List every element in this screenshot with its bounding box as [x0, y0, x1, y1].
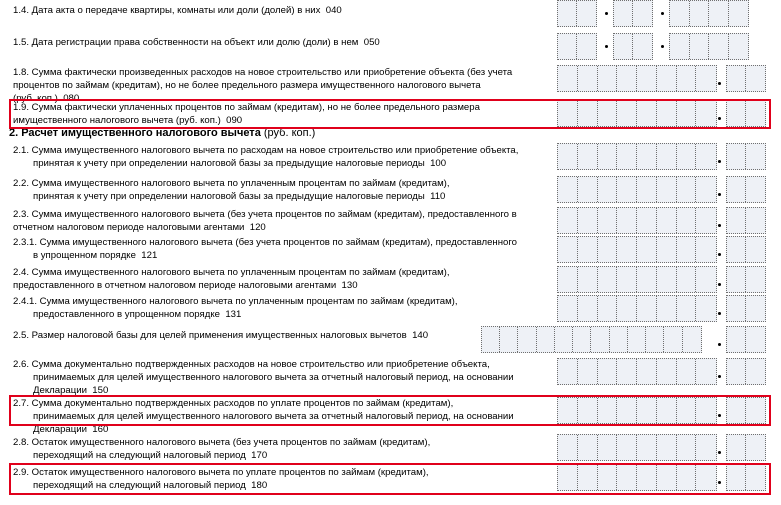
digit-cell[interactable]: [696, 66, 716, 91]
field-100[interactable]: [0, 143, 781, 170]
digit-cell[interactable]: [578, 66, 598, 91]
separator-dot: [605, 12, 608, 15]
digit-cell[interactable]: [500, 327, 518, 352]
label-text: принятая к учету при определении налоговой базы за предыдущие налоговые периоды: [33, 191, 425, 202]
digit-cell[interactable]: [696, 144, 716, 169]
integer-cells[interactable]: [557, 65, 717, 92]
digit-cell[interactable]: [727, 267, 746, 292]
integer-cells[interactable]: [557, 176, 717, 203]
label-text: Декларации: [33, 385, 87, 396]
label-text: процентов по займам (кредитам), но не более предельного размера имущественного налогового вычета: [13, 80, 481, 91]
integer-cells[interactable]: [481, 326, 702, 353]
line-code: 180: [245, 480, 268, 491]
year-cells[interactable]: [669, 0, 749, 27]
digit-cell[interactable]: [610, 327, 628, 352]
digit-cell[interactable]: [591, 327, 609, 352]
field-110[interactable]: [0, 176, 781, 203]
line-number: 2.6.: [13, 359, 32, 370]
integer-cells[interactable]: [557, 266, 717, 293]
digit-cell[interactable]: [664, 327, 682, 352]
digit-cell[interactable]: [577, 1, 596, 26]
field-121[interactable]: [0, 236, 781, 263]
label-text: Дата акта о передаче квартиры, комнаты или доли (долей) в них: [31, 5, 321, 16]
digit-cell[interactable]: [729, 34, 748, 59]
digit-cell[interactable]: [617, 208, 637, 233]
digit-cell[interactable]: [637, 177, 657, 202]
field-050[interactable]: [0, 33, 781, 60]
separator-dot: [718, 283, 721, 286]
digit-cell[interactable]: [690, 34, 710, 59]
line-code: 140: [406, 330, 429, 341]
digit-cell[interactable]: [709, 34, 729, 59]
digit-cell[interactable]: [598, 208, 618, 233]
digit-cell[interactable]: [677, 208, 697, 233]
digit-cell[interactable]: [617, 177, 637, 202]
digit-cell[interactable]: [637, 435, 657, 460]
digit-cell[interactable]: [614, 34, 633, 59]
digit-cell[interactable]: [727, 208, 746, 233]
line-code: 090: [220, 115, 243, 126]
digit-cell[interactable]: [598, 296, 618, 321]
line-number: 2.4.1.: [13, 296, 40, 307]
digit-cell[interactable]: [746, 66, 765, 91]
digit-cell[interactable]: [727, 327, 746, 352]
digit-cell[interactable]: [637, 66, 657, 91]
integer-cells[interactable]: [557, 295, 717, 322]
line-number: 2.9.: [13, 467, 32, 478]
digit-cell[interactable]: [598, 237, 618, 262]
digit-cell[interactable]: [696, 208, 716, 233]
digit-cell[interactable]: [746, 267, 765, 292]
digit-cell[interactable]: [727, 144, 746, 169]
label-text: Остаток имущественного налогового вычета по уплате процентов по займам (кредитам),: [31, 467, 429, 478]
field-130[interactable]: [0, 266, 781, 293]
digit-cell[interactable]: [637, 296, 657, 321]
kopeck-cells[interactable]: [726, 236, 766, 263]
line-code: 130: [336, 280, 358, 291]
field-140[interactable]: [0, 326, 781, 353]
digit-cell[interactable]: [633, 34, 652, 59]
digit-cell[interactable]: [696, 177, 716, 202]
label-text: Сумма имущественного налогового вычета (без учета процентов по займам (кредитам), предоставленного: [39, 237, 517, 248]
kopeck-cells[interactable]: [726, 266, 766, 293]
digit-cell[interactable]: [657, 66, 677, 91]
line-number: 1.5.: [13, 37, 32, 48]
label-text: переходящий на следующий налоговый период: [33, 450, 246, 461]
digit-cell[interactable]: [578, 177, 598, 202]
label-text: Остаток имущественного налогового вычета (без учета процентов по займам (кредитам),: [31, 437, 431, 448]
separator-dot: [718, 343, 721, 346]
field-040[interactable]: [0, 0, 781, 27]
integer-cells[interactable]: [557, 434, 717, 461]
digit-cell[interactable]: [598, 267, 618, 292]
digit-cell[interactable]: [727, 177, 746, 202]
digit-cell[interactable]: [598, 359, 618, 384]
digit-cell[interactable]: [696, 267, 716, 292]
digit-cell[interactable]: [617, 267, 637, 292]
digit-cell[interactable]: [558, 296, 578, 321]
line-number: 2.1.: [13, 145, 32, 156]
label-text: Сумма фактически произведенных расходов на новое строительство или приобретение объекта (без учета: [31, 67, 513, 78]
digit-cell[interactable]: [617, 359, 637, 384]
line-number: 2.5.: [13, 330, 32, 341]
label-text: Сумма фактически уплаченных процентов по займам (кредитам), но не более предельного размера: [31, 102, 480, 113]
label-text: Размер налоговой базы для целей применения имущественных налоговых вычетов: [31, 330, 407, 341]
digit-cell[interactable]: [727, 237, 746, 262]
line-code: 121: [135, 250, 158, 261]
digit-cell[interactable]: [729, 1, 748, 26]
digit-cell[interactable]: [657, 237, 677, 262]
month-cells[interactable]: [613, 0, 653, 27]
digit-cell[interactable]: [614, 1, 633, 26]
line-code: 110: [424, 191, 446, 202]
digit-cell[interactable]: [578, 359, 598, 384]
line-code: 120: [244, 222, 266, 233]
digit-cell[interactable]: [637, 359, 657, 384]
digit-cell[interactable]: [555, 327, 573, 352]
field-131[interactable]: [0, 295, 781, 322]
label-text: Сумма имущественного налогового вычета по уплаченным процентам по займам (кредитам),: [31, 178, 450, 189]
digit-cell[interactable]: [558, 1, 577, 26]
label-text: принимаемых для целей имущественного налогового вычета за отчетный налоговый период, на основании: [33, 372, 514, 383]
digit-cell[interactable]: [617, 296, 637, 321]
label-text: отчетном налоговом периоде налоговыми агентами: [13, 222, 245, 233]
field-170[interactable]: [0, 434, 781, 461]
digit-cell[interactable]: [746, 435, 765, 460]
label-text: Сумма документально подтвержденных расходов по уплате процентов по займам (кредитам),: [31, 398, 454, 409]
digit-cell[interactable]: [598, 177, 618, 202]
field-080[interactable]: [0, 65, 781, 92]
digit-cell[interactable]: [746, 327, 765, 352]
digit-cell[interactable]: [690, 1, 710, 26]
digit-cell[interactable]: [577, 34, 596, 59]
separator-dot: [718, 312, 721, 315]
separator-dot: [718, 253, 721, 256]
label-text: Сумма имущественного налогового вычета по расходам на новое строительство или приобретение объекта,: [31, 145, 519, 156]
kopeck-cells[interactable]: [726, 434, 766, 461]
digit-cell[interactable]: [696, 296, 716, 321]
digit-cell[interactable]: [598, 144, 618, 169]
label-text: предоставленного в отчетном налоговом периоде налоговыми агентами: [13, 280, 337, 291]
separator-dot: [718, 193, 721, 196]
day-cells[interactable]: [557, 0, 597, 27]
digit-cell[interactable]: [558, 208, 578, 233]
field-120[interactable]: [0, 207, 781, 234]
section-unit: (руб. коп.): [263, 127, 316, 139]
line-code: 160: [86, 424, 109, 435]
label-text: предоставленного в упрощенном порядке: [33, 309, 220, 320]
digit-cell[interactable]: [657, 208, 677, 233]
label-text: Декларации: [33, 424, 87, 435]
label-text: в упрощенном порядке: [33, 250, 136, 261]
digit-cell[interactable]: [709, 1, 729, 26]
digit-cell[interactable]: [617, 144, 637, 169]
label-text: Сумма имущественного налогового вычета (без учета процентов по займам (кредитам), предоставленного в: [31, 209, 517, 220]
digit-cell[interactable]: [657, 435, 677, 460]
digit-cell[interactable]: [683, 327, 701, 352]
line-number: 2.8.: [13, 437, 32, 448]
field-150[interactable]: [0, 358, 781, 385]
digit-cell[interactable]: [617, 435, 637, 460]
digit-cell[interactable]: [677, 296, 697, 321]
highlight-frame: [9, 395, 771, 426]
digit-cell[interactable]: [578, 208, 598, 233]
digit-cell[interactable]: [633, 1, 652, 26]
digit-cell[interactable]: [657, 144, 677, 169]
line-code: 040: [320, 5, 342, 16]
digit-cell[interactable]: [578, 435, 598, 460]
line-code: 150: [86, 385, 109, 396]
label-text: Сумма документально подтвержденных расходов на новое строительство или приобретение объекта,: [31, 359, 490, 370]
digit-cell[interactable]: [558, 435, 578, 460]
digit-cell[interactable]: [558, 144, 578, 169]
kopeck-cells[interactable]: [726, 326, 766, 353]
line-number: 2.7.: [13, 398, 32, 409]
digit-cell[interactable]: [482, 327, 500, 352]
digit-cell[interactable]: [727, 66, 746, 91]
line-code: 170: [245, 450, 268, 461]
day-cells[interactable]: [557, 33, 597, 60]
digit-cell[interactable]: [573, 327, 591, 352]
separator-dot: [718, 375, 721, 378]
digit-cell[interactable]: [637, 144, 657, 169]
digit-cell[interactable]: [746, 237, 765, 262]
digit-cell[interactable]: [646, 327, 664, 352]
separator-dot: [661, 45, 664, 48]
digit-cell[interactable]: [677, 435, 697, 460]
digit-cell[interactable]: [746, 359, 765, 384]
digit-cell[interactable]: [558, 177, 578, 202]
separator-dot: [718, 160, 721, 163]
digit-cell[interactable]: [578, 237, 598, 262]
line-number: 2.4.: [13, 267, 32, 278]
digit-cell[interactable]: [677, 267, 697, 292]
line-code: 100: [424, 158, 447, 169]
digit-cell[interactable]: [558, 66, 578, 91]
separator-dot: [718, 451, 721, 454]
digit-cell[interactable]: [617, 237, 637, 262]
integer-cells[interactable]: [557, 236, 717, 263]
digit-cell[interactable]: [670, 1, 690, 26]
kopeck-cells[interactable]: [726, 176, 766, 203]
digit-cell[interactable]: [537, 327, 555, 352]
section-title: 2. Расчет имущественного налогового вычета: [9, 127, 261, 139]
line-number: 2.3.1.: [13, 237, 40, 248]
digit-cell[interactable]: [558, 359, 578, 384]
integer-cells[interactable]: [557, 358, 717, 385]
digit-cell[interactable]: [677, 66, 697, 91]
label-text: Сумма имущественного налогового вычета по уплаченным процентам по займам (кредитам),: [39, 296, 458, 307]
digit-cell[interactable]: [598, 66, 618, 91]
digit-cell[interactable]: [746, 177, 765, 202]
line-number: 1.8.: [13, 67, 32, 78]
line-number: 1.4.: [13, 5, 32, 16]
separator-dot: [718, 224, 721, 227]
digit-cell[interactable]: [727, 435, 746, 460]
digit-cell[interactable]: [628, 327, 646, 352]
separator-dot: [718, 82, 721, 85]
kopeck-cells[interactable]: [726, 143, 766, 170]
digit-cell[interactable]: [677, 237, 697, 262]
digit-cell[interactable]: [657, 177, 677, 202]
digit-cell[interactable]: [617, 66, 637, 91]
year-cells[interactable]: [669, 33, 749, 60]
digit-cell[interactable]: [637, 237, 657, 262]
highlight-frame: [9, 99, 771, 129]
digit-cell[interactable]: [518, 327, 536, 352]
label-text: (руб. коп.): [13, 93, 58, 104]
digit-cell[interactable]: [657, 359, 677, 384]
label-text: Дата регистрации права собственности на объект или долю (доли) в нем: [31, 37, 359, 48]
digit-cell[interactable]: [598, 435, 618, 460]
line-number: 1.9.: [13, 102, 32, 113]
kopeck-cells[interactable]: [726, 65, 766, 92]
integer-cells[interactable]: [557, 207, 717, 234]
digit-cell[interactable]: [727, 359, 746, 384]
integer-cells[interactable]: [557, 143, 717, 170]
digit-cell[interactable]: [677, 144, 697, 169]
digit-cell[interactable]: [746, 144, 765, 169]
digit-cell[interactable]: [696, 359, 716, 384]
kopeck-cells[interactable]: [726, 207, 766, 234]
separator-dot: [661, 12, 664, 15]
line-code: 080: [57, 93, 80, 104]
digit-cell[interactable]: [578, 267, 598, 292]
digit-cell[interactable]: [558, 237, 578, 262]
label-text: принятая к учету при определении налоговой базы за предыдущие налоговые периоды: [33, 158, 425, 169]
label-text: имущественного налогового вычета (руб. коп.): [13, 115, 221, 126]
digit-cell[interactable]: [558, 267, 578, 292]
digit-cell[interactable]: [558, 34, 577, 59]
digit-cell[interactable]: [637, 267, 657, 292]
line-number: 2.3.: [13, 209, 32, 220]
digit-cell[interactable]: [657, 267, 677, 292]
line-code: 131: [219, 309, 242, 320]
digit-cell[interactable]: [727, 296, 746, 321]
highlight-frame: [9, 463, 771, 495]
digit-cell[interactable]: [670, 34, 690, 59]
digit-cell[interactable]: [578, 144, 598, 169]
label-text: Сумма имущественного налогового вычета по уплаченным процентам по займам (кредитам),: [31, 267, 450, 278]
month-cells[interactable]: [613, 33, 653, 60]
digit-cell[interactable]: [578, 296, 598, 321]
kopeck-cells[interactable]: [726, 295, 766, 322]
digit-cell[interactable]: [677, 177, 697, 202]
digit-cell[interactable]: [746, 296, 765, 321]
label-text: принимаемых для целей имущественного налогового вычета за отчетный налоговый период, на основании: [33, 411, 514, 422]
digit-cell[interactable]: [696, 237, 716, 262]
line-number: 2.2.: [13, 178, 32, 189]
digit-cell[interactable]: [637, 208, 657, 233]
kopeck-cells[interactable]: [726, 358, 766, 385]
digit-cell[interactable]: [746, 208, 765, 233]
digit-cell[interactable]: [677, 359, 697, 384]
line-code: 050: [358, 37, 380, 48]
separator-dot: [605, 45, 608, 48]
label-text: переходящий на следующий налоговый период: [33, 480, 246, 491]
digit-cell[interactable]: [696, 435, 716, 460]
digit-cell[interactable]: [657, 296, 677, 321]
